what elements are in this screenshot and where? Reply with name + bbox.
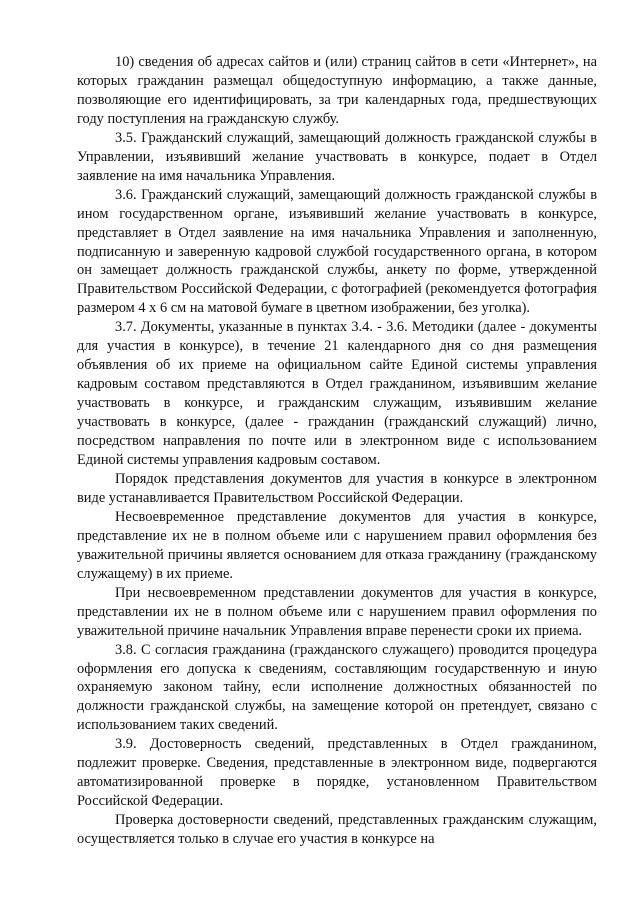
paragraph-late-submission-extension: При несвоевременном представлении документов для участия в конкурсе, представлении их не в полном объеме или с нарушением правил оформления по уважительной причине начальник Управления вправе перенести сроки их приема. [77, 584, 597, 639]
paragraph-3-8: 3.8. С согласия гражданина (гражданского служащего) проводится процедура оформления его допуска к сведениям, составляющим государственную и иную охраняемую законом тайну, если исполнение должностных обязанностей по должности гражданской службы, на замещение которой он претендует, связано с использованием таких сведений. [77, 641, 597, 734]
paragraph-electronic-submission: Порядок представления документов для участия в конкурсе в электронном виде устанавливается Правительством Российской Федерации. [77, 470, 597, 506]
paragraph-3-6: 3.6. Гражданский служащий, замещающий должность гражданской службы в ином государственном органе, изъявивший желание участвовать в конкурсе, представляет в Отдел заявление на имя начальника Управления и заполненную, подписанную и заверенную кадровой службой государственного органа, в котором он замещает должность гражданской службы, анкету по форме, утвержденной Правительством Российской Федерации, с фотографией (рекомендуется фотография размером 4 х 6 см на матовой бумаге в цветном изображении, без уголка). [77, 186, 597, 317]
paragraph-3-7: 3.7. Документы, указанные в пунктах 3.4. - 3.6. Методики (далее - документы для участия в конкурсе), в течение 21 календарного дня со дня размещения объявления об их приеме на официальном сайте Единой системы управления кадровым составом представляются в Отдел гражданином, изъявившим желание участвовать в конкурсе, и гражданским служащим, изъявившим желание участвовать в конкурсе, (далее - гражданин (гражданский служащий) лично, посредством направления по почте или в электронном виде с использованием Единой системы управления кадровым составом. [77, 319, 597, 469]
paragraph-verification: Проверка достоверности сведений, представленных гражданским служащим, осуществляется только в случае его участия в конкурсе на [77, 812, 597, 848]
paragraph-late-submission-refusal: Несвоевременное представление документов для участия в конкурсе, представление их не в полном объеме или с нарушением правил оформления без уважительной причины является основанием для отказа гражданину (гражданскому служащему) в их приеме. [77, 508, 597, 582]
document-body [77, 53, 597, 849]
paragraph-3-5: 3.5. Гражданский служащий, замещающий должность гражданской службы в Управлении, изъявивший желание участвовать в конкурсе, подает в Отдел заявление на имя начальника Управления. [77, 129, 597, 184]
paragraph-3-9: 3.9. Достоверность сведений, представленных в Отдел гражданином, подлежит проверке. Сведения, представленные в электронном виде, подвергаются автоматизированной проверке в порядке, установленном Правительством Российской Федерации. [77, 736, 597, 810]
paragraph-item-10: 10) сведения об адресах сайтов и (или) страниц сайтов в сети «Интернет», на которых гражданин размещал общедоступную информацию, а также данные, позволяющие его идентифицировать, за три календарных года, предшествующих году поступления на гражданскую службу. [77, 54, 597, 127]
